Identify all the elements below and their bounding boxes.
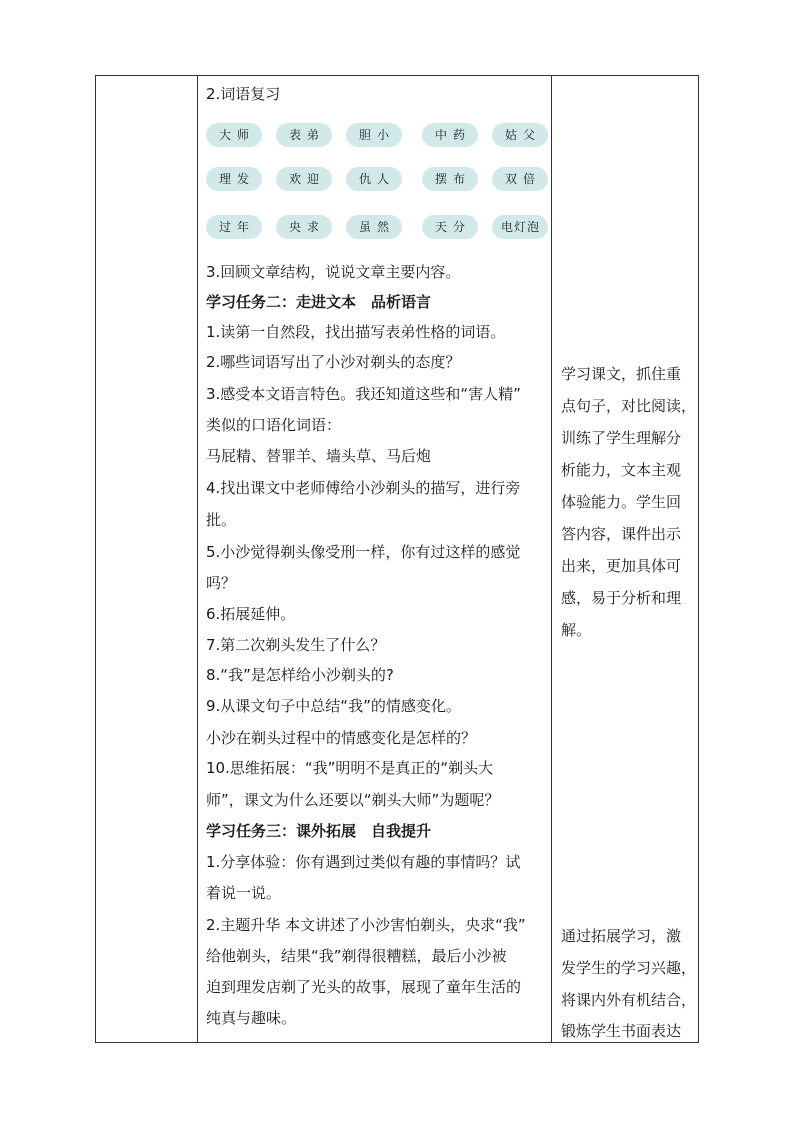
- text-line: 2.主题升华 本文讲述了小沙害怕剃头，央求“我”: [206, 916, 526, 934]
- text-line: 3.回顾文章结构，说说文章主要内容。: [206, 263, 461, 281]
- text-line: 1.分享体验：你有遇到过类似有趣的事情吗？试: [206, 853, 521, 871]
- vocab-chip: 理发: [206, 167, 262, 191]
- note-line: 学习课文，抓住重: [561, 365, 682, 383]
- text-line: 纯真与趣味。: [206, 1009, 297, 1027]
- text-line: 4.找出课文中老师傅给小沙剃头的描写，进行旁: [206, 479, 521, 497]
- note-line: 发学生的学习兴趣，: [561, 959, 697, 977]
- teaching-process-cell: [198, 76, 551, 1042]
- vocab-chip: 欢迎: [276, 167, 332, 191]
- note-line: 体验能力。学生回: [561, 493, 682, 511]
- note-line: 答内容，课件出示: [561, 525, 682, 543]
- text-line: 8.“我”是怎样给小沙剃头的?: [206, 666, 394, 684]
- vocab-chip: 电灯泡: [492, 215, 548, 239]
- text-line: 给他剃头，结果“我”剃得很糟糕，最后小沙被: [206, 947, 507, 965]
- text-line: 马屁精、替罪羊、墙头草、马后炮: [206, 447, 432, 465]
- vocab-chip: 中药: [422, 123, 478, 147]
- text-line: 着说一说。: [206, 884, 282, 902]
- text-line: 7.第二次剃头发生了什么？: [206, 636, 386, 654]
- text-line: 批。: [206, 511, 237, 529]
- text-line: 3.感受本文语言特色。我还知道这些和“害人精”: [206, 385, 521, 403]
- vocab-chip: 大师: [206, 123, 262, 147]
- note-line: 析能力，文本主观: [561, 461, 682, 479]
- text-line: 2.哪些词语写出了小沙对剃头的态度？: [206, 353, 461, 371]
- text-line: 9.从课文句子中总结“我”的情感变化。: [206, 697, 461, 715]
- text-line: 10.思维拓展：“我”明明不是真正的“剃头大: [206, 759, 494, 777]
- note-line: 感，易于分析和理: [561, 589, 682, 607]
- vocab-chip: 摆布: [422, 167, 478, 191]
- note-line: 通过拓展学习，激: [561, 927, 682, 945]
- vocab-chip: 央求: [276, 215, 332, 239]
- text-line: 迫到理发店剃了光头的故事，展现了童年生活的: [206, 978, 522, 996]
- vocab-chip: 胆小: [346, 123, 402, 147]
- text-line: 吗？: [206, 574, 237, 592]
- design-intent-cell: [552, 76, 699, 1042]
- task-heading: 学习任务二：走进文本 品析语言: [206, 293, 432, 311]
- vocab-chip: 虽然: [346, 215, 402, 239]
- vocab-chip: 表弟: [276, 123, 332, 147]
- lesson-table: [95, 75, 699, 1043]
- vocab-title: 2.词语复习: [206, 85, 281, 103]
- vocab-chip: 仇人: [346, 167, 402, 191]
- note-line: 锻炼学生书面表达: [561, 1022, 682, 1040]
- note-line: 解。: [561, 621, 592, 639]
- vocab-chip: 姑父: [492, 123, 548, 147]
- text-line: 小沙在剃头过程中的情感变化是怎样的？: [206, 729, 477, 747]
- note-line: 训练了学生理解分: [561, 429, 682, 447]
- note-line: 将课内外有机结合，: [561, 991, 697, 1009]
- task-heading: 学习任务三：课外拓展 自我提升: [206, 822, 432, 840]
- note-line: 点句子，对比阅读，: [561, 397, 697, 415]
- text-line: 5.小沙觉得剃头像受刑一样，你有过这样的感觉: [206, 543, 521, 561]
- text-line: 类似的口语化词语：: [206, 416, 342, 434]
- note-line: 出来，更加具体可: [561, 557, 682, 575]
- vocab-chip: 天分: [422, 215, 478, 239]
- vocab-chip: 过年: [206, 215, 262, 239]
- text-line: 6.拓展延伸。: [206, 605, 296, 623]
- vocab-chip: 双倍: [492, 167, 548, 191]
- text-line: 师”，课文为什么还要以“剃头大师”为题呢？: [206, 791, 500, 809]
- text-line: 1.读第一自然段，找出描写表弟性格的词语。: [206, 323, 506, 341]
